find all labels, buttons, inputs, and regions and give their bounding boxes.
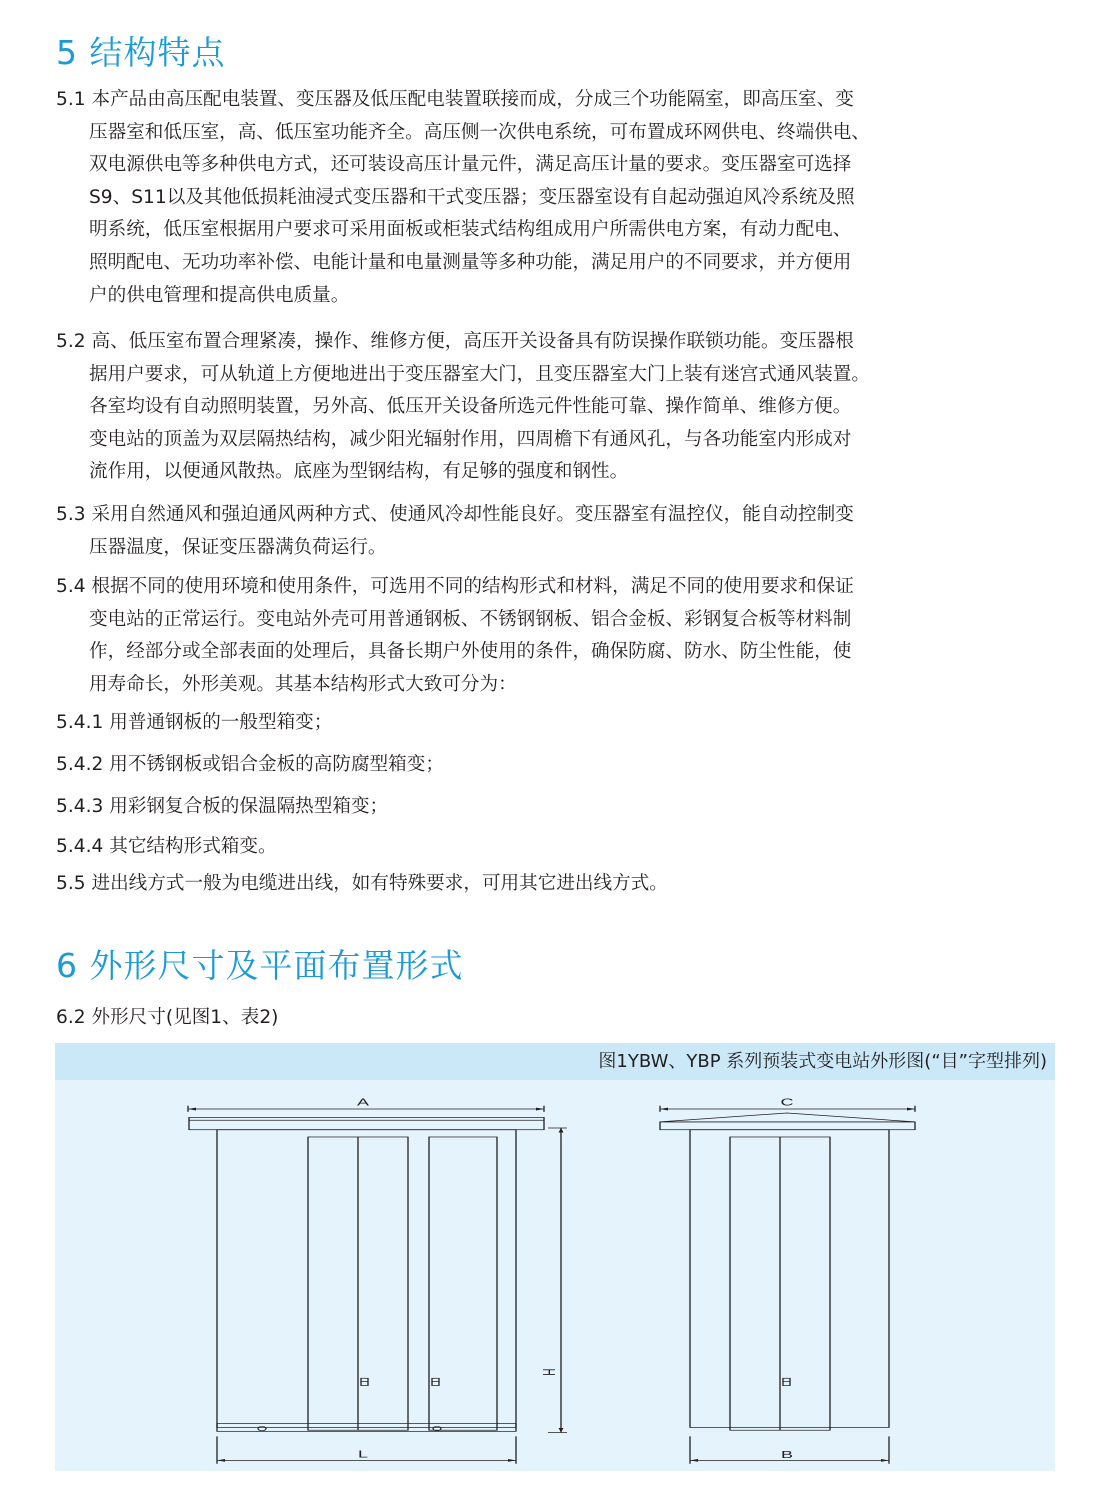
paragraph-6-2: 6.2 外形尺寸(见图1、表2) [56,1007,279,1028]
paragraph-5-4-4: 5.4.4 其它结构形式箱变。 [56,836,277,857]
label-c: C [780,1097,794,1109]
body-left [217,1130,516,1428]
text-line: 5.1 本产品由高压配电装置、变压器及低压配电装置联接而成，分成三个功能隔室，即高压室、变 [56,89,854,110]
paragraph-5-4 [56,571,1066,701]
text-line: 明系统，低压室根据用户要求可采用面板或柜装式结构组成用户所需供电方案，有动力配电、 [89,219,852,241]
label-b: B [781,1449,793,1461]
roof-right [660,1122,915,1130]
text-line: 5.2 高、低压室布置合理紧凑，操作、维修方便，高压开关设备具有防误操作联锁功能。变压器根 [56,331,854,352]
roof-left [189,1117,544,1129]
paragraph-5-3 [56,499,1066,564]
text-line: 5.3 采用自然通风和强迫通风两种方式、使通风冷却性能良好。变压器室有温控仪，能自动控制变 [56,504,854,525]
label-a: A [357,1097,369,1109]
section-5-title: 5 结构特点 [56,33,226,72]
text-line: 用寿命长，外形美观。其基本结构形式大致可分为： [89,673,517,695]
paragraph-5-2 [56,326,1066,489]
text-line: 户的供电管理和提高供电质量。 [89,284,350,306]
text-line: 各室均设有自动照明装置，另外高、低压开关设备所选元件性能可靠、操作简单、维修方便。 [89,396,852,418]
text-line: 变电站的正常运行。变电站外壳可用普通钢板、不锈钢钢板、铝合金板、彩钢复合板等材料制 [89,608,852,630]
text-line: 据用户要求，可从轨道上方便地进出于变压器室大门，且变压器室大门上装有迷宫式通风装置。 [89,363,870,385]
roof-right-gable [660,1113,915,1122]
paragraph-5-4-3: 5.4.3 用彩钢复合板的保温隔热型箱变； [56,796,389,817]
text-line: 流作用，以便通风散热。底座为型钢结构，有足够的强度和钢性。 [89,461,629,483]
text-line: 变电站的顶盖为双层隔热结构，减少阳光辐射作用，四周檐下有通风孔，与各功能室内形成对 [89,428,852,450]
text-line: 压器室和低压室，高、低压室功能齐全。高压侧一次供电系统，可布置成环网供电、终端供电、 [89,121,870,143]
text-line: 压器温度，保证变压器满负荷运行。 [89,536,387,558]
section-6-title: 6 外形尺寸及平面布置形式 [56,946,464,985]
text-line: S9、S11以及其他低损耗油浸式变压器和干式变压器；变压器室设有自起动强迫风冷系统及照 [89,186,855,208]
outline-drawing [55,1080,1055,1471]
text-line: 照明配电、无功功率补偿、电能计量和电量测量等多种功能，满足用户的不同要求，并方便用 [89,251,852,273]
paragraph-5-4-2: 5.4.2 用不锈钢板或铝合金板的高防腐型箱变； [56,754,444,775]
vent-hole [258,1426,266,1430]
paragraph-5-1 [56,84,1066,312]
text-line: 5.4 根据不同的使用环境和使用条件，可选用不同的结构形式和材料，满足不同的使用要求和保证 [56,576,854,597]
figure-caption: 图1YBW、YBP 系列预装式变电站外形图(“目”字型排列) [55,1043,1055,1080]
text-line: 双电源供电等多种供电方式，还可装设高压计量元件，满足高压计量的要求。变压器室可选择 [89,154,852,176]
paragraph-5-5: 5.5 进出线方式一般为电缆进出线，如有特殊要求，可用其它进出线方式。 [56,873,668,894]
paragraph-5-4-1: 5.4.1 用普通钢板的一般型箱变； [56,712,333,733]
text-line: 作，经部分或全部表面的处理后，具备长期户外使用的条件，确保防腐、防水、防尘性能，使 [89,641,852,663]
door-left-2 [429,1137,497,1430]
label-h: H [538,1368,558,1376]
figure-1 [55,1043,1055,1471]
label-l: L [357,1449,369,1461]
